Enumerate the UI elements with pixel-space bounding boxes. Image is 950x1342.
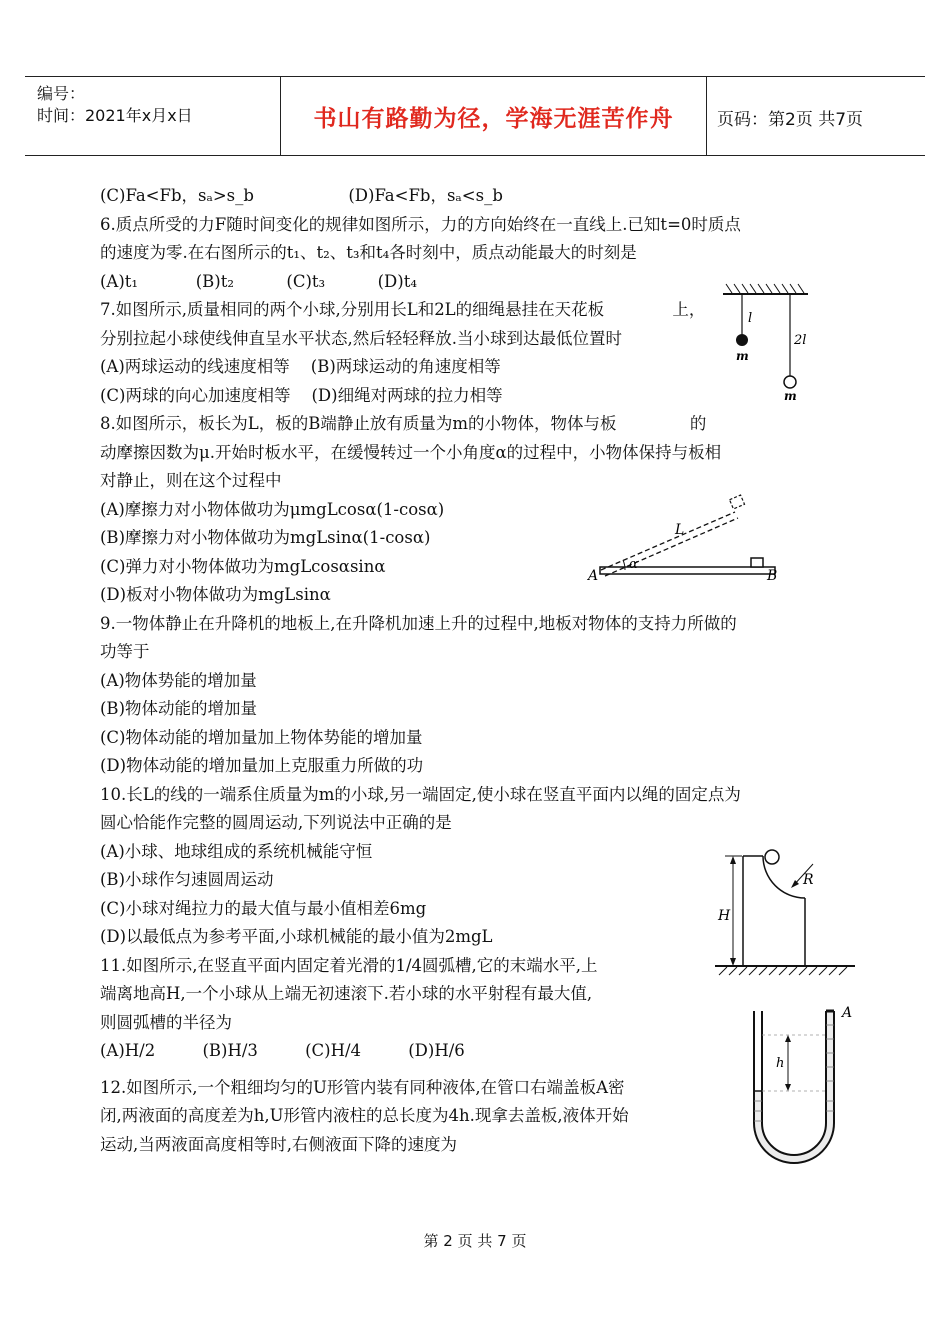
text-line: 9.一物体静止在升降机的地板上,在升降机加速上升的过程中,地板对物体的支持力所做的 (100, 613, 737, 633)
ball (765, 850, 779, 864)
arc-figure (715, 842, 855, 982)
text-line: (C)弹力对小物体做功为mgLcosαsinα (100, 556, 386, 576)
ball-long (784, 376, 796, 388)
text-line: 7.如图所示,质量相同的两个小球,分别用长L和2L的细绳悬挂在天花板 上， (100, 300, 706, 319)
text-line: (A)两球运动的线速度相等 (B)两球运动的角速度相等 (100, 357, 501, 376)
text-line: 10.长L的线的一端系住质量为m的小球,另一端固定,使小球在竖直平面内以绳的固定点为 (100, 784, 741, 804)
text-line: (D)板对小物体做功为mgLsinα (100, 585, 331, 604)
label-B: B (767, 568, 778, 584)
label-2l: 2l (794, 333, 807, 348)
label-alpha: α (629, 557, 638, 572)
text-line: 8.如图所示，板长为L，板的B端静止放有质量为m的小物体，物体与板 的 (100, 414, 707, 433)
label-m1: m (736, 349, 749, 363)
text-line: 对静止，则在这个过程中 (100, 471, 282, 490)
text-line: (C)物体动能的增加量加上物体势能的增加量 (100, 727, 423, 747)
number-label: 编号： (37, 84, 86, 103)
label-A-utube: A (842, 1005, 853, 1021)
label-A: A (588, 568, 599, 584)
text-line: 动摩擦因数为μ.开始时板水平，在缓慢转过一个小角度α的过程中，小物体保持与板相 (100, 442, 722, 462)
label-H: H (718, 908, 731, 924)
text-line: 端离地高H,一个小球从上端无初速滚下.若小球的水平射程有最大值, (100, 984, 593, 1003)
text-line: (A)小球、地球组成的系统机械能守恒 (100, 841, 373, 861)
label-m2: m (784, 389, 797, 402)
text-line: (C)小球对绳拉力的最大值与最小值相差6mg (100, 898, 427, 918)
label-l: l (748, 311, 753, 326)
text-line: (D)以最低点为参考平面,小球机械能的最小值为2mgL (100, 927, 493, 946)
label-h: h (776, 1056, 785, 1071)
text-line: 则圆弧槽的半径为 (100, 1012, 232, 1032)
pendulum-figure (718, 282, 828, 402)
text-line: (C)Fa<Fb，sₐ>s_b (D)Fa<Fb，sₐ<s_b (100, 186, 503, 205)
header-info (37, 83, 193, 127)
text-line: 闭,两液面的高度差为h,U形管内液柱的总长度为4h.现拿去盖板,液体开始 (100, 1106, 629, 1125)
text-line: 圆心恰能作完整的圆周运动,下列说法中正确的是 (100, 813, 452, 832)
text-line: 的速度为零.在右图所示的t₁、t₂、t₃和t₄各时刻中，质点动能最大的时刻是 (100, 243, 637, 262)
text-line: (A)t₁ (B)t₂ (C)t₃ (D)t₄ (100, 271, 417, 291)
text-line: 11.如图所示,在竖直平面内固定着光滑的1/4圆弧槽,它的末端水平,上 (100, 955, 598, 975)
text-line: (C)两球的向心加速度相等 (D)细绳对两球的拉力相等 (100, 385, 503, 405)
utube-figure (740, 1005, 860, 1170)
text-line: 分别拉起小球使线伸直呈水平状态,然后轻轻释放.当小球到达最低位置时 (100, 328, 622, 348)
page-footer: 第 2 页 共 7 页 (423, 1232, 527, 1250)
motto: 书山有路勤为径，学海无涯苦作舟 (280, 77, 707, 155)
text-line: 运动,当两液面高度相等时,右侧液面下降的速度为 (100, 1134, 457, 1154)
time-label: 时间：2021年x月x日 (37, 106, 193, 125)
label-R: R (803, 872, 814, 888)
text-line: (D)物体动能的增加量加上克服重力所做的功 (100, 756, 424, 775)
text-line: 6.质点所受的力F随时间变化的规律如图所示，力的方向始终在一直线上.已知t=0时质点 (100, 214, 741, 234)
page-label: 页码：第2页 共7页 (717, 110, 864, 130)
text-line: (B)摩擦力对小物体做功为mgLsinα(1-cosα) (100, 528, 431, 547)
text-line: (A)物体势能的增加量 (100, 670, 257, 690)
ball-short (736, 334, 748, 346)
text-line: 12.如图所示,一个粗细均匀的U形管内装有同种液体,在管口右端盖板A密 (100, 1077, 625, 1097)
label-L: L (675, 522, 685, 538)
text-line: (A)H/2 (B)H/3 (C)H/4 (D)H/6 (100, 1041, 465, 1060)
text-line: (B)小球作匀速圆周运动 (100, 870, 274, 889)
text-line: (A)摩擦力对小物体做功为μmgLcosα(1-cosα) (100, 499, 445, 519)
incline-figure (585, 488, 785, 588)
text-line: 功等于 (100, 642, 150, 661)
text-line: (B)物体动能的增加量 (100, 699, 257, 718)
page-header (25, 76, 925, 156)
